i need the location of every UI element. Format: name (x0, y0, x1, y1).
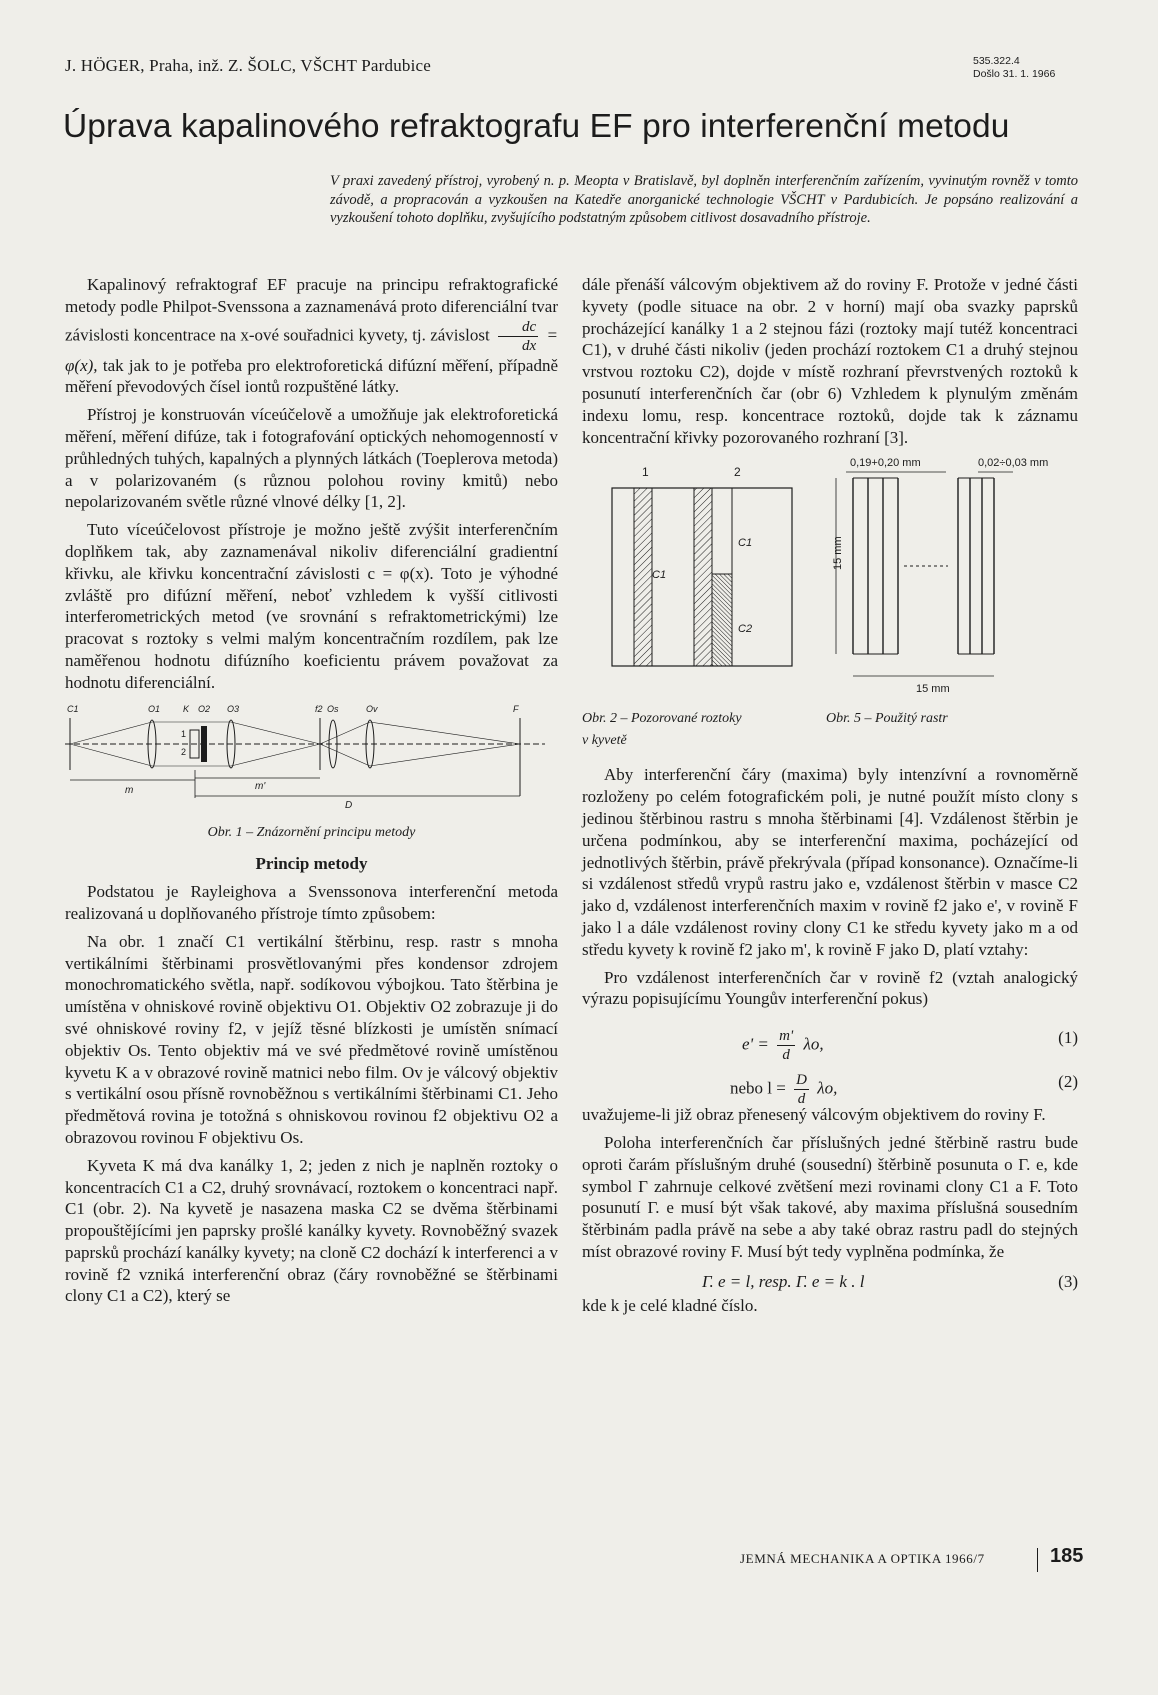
eq1-lhs: e' = (742, 1034, 769, 1054)
fig1-label-o1: O1 (148, 703, 161, 714)
fig1-dim-d: D (345, 799, 353, 811)
fraction-numerator: dc (498, 318, 538, 337)
fig2-label-c2: C2 (738, 623, 753, 636)
figure-2-caption (582, 708, 812, 752)
paragraph-5: Na obr. 1 značí C1 vertikální štěrbinu, resp. rastr s mnoha vertikálními štěrbinami prosvětlovanými přes kondensor zdrojem monochromatického světla, např. sodíkovou výbojkou. Tato štěrbina je umístěna v ohniskové rovině objektivu O1. Objektiv O2 zobrazuje ji do své ohniskové roviny f2, v jejíž těsné blízkosti je umístěn snímací objektiv Os. Tento objektiv má ve své předmětové rovině umístěnou kyvetu K a v obrazové rovině matnici nebo film. Ov je válcový objektiv s vertikální osou přísně rovnoběžnou s vertikálními štěrbinami C1. Jeho předmětová rovina je totožná s ohniskovou rovinou f2 objektivu O2 a obrazovou rovinou F objektivu Os. (65, 931, 558, 1147)
equation-1-number: (1) (1058, 1028, 1078, 1048)
fig1-label-f: F (513, 703, 519, 714)
fig1-channel-2: 2 (181, 746, 187, 757)
fig2-channel-1: 1 (642, 465, 649, 480)
paragraph-r4: uvažujeme-li již obraz přenesený válcovým objektivem do roviny F. (582, 1105, 1046, 1125)
equation-1 (582, 1016, 1078, 1064)
fig5-dim-top-b: 0,02÷0,03 mm (978, 457, 1049, 470)
equation-1-body (742, 1027, 824, 1064)
figures-2-5 (582, 454, 1078, 754)
fig5-dim-bottom: 15 mm (916, 683, 950, 696)
fig2-label-c1-left: C1 (652, 569, 667, 582)
figure-5 (808, 454, 1078, 704)
fig1-label-c1: C1 (67, 703, 79, 714)
fig1-label-o2: O2 (198, 703, 211, 714)
paragraph-4: Podstatou je Rayleighova a Svenssonova interferenční metoda realizovaná u doplňovaného přístroje tímto způsobem: (65, 882, 558, 923)
paragraph-r5: Poloha interferenčních čar příslušných jedné štěrbině rastru bude oproti čarám příslušným druhé (sousední) štěrbině posunuta o Γ. e, kde symbol Γ zahrnuje celkové zvětšení mezi rovinami clony C1 a F. Toto posunutí Γ. e musí být však takové, aby maxima příslušná sousedním štěrbinám padla právě na sebe a aby také obraz rastru padl do stejných míst obrazové roviny F. Musí být tedy vyplněna podmínka, že (582, 1132, 1078, 1261)
eq2-fraction (794, 1071, 809, 1108)
journal-footer: JEMNÁ MECHANIKA A OPTIKA 1966/7 (740, 1551, 985, 1566)
figure-2 (582, 454, 812, 704)
paragraph-r1: dále přenáší válcovým objektivem až do roviny F. Protože v jedné části kyvety (podle situace na obr. 2 v horní) mají oba svazky paprsků procházející kanálky 1 a 2 stejnou fázi (roztoky mají tutéž koncentraci C1), v druhé části nikoliv (jeden prochází roztokem C1 a druhý stejnou vrstvou roztoku C2), dojde v místě rozhraní převrstvených roztoků k posunutí interferenčních čar (obr 6) Vzhledem k plynulým změnám indexu lomu, resp. koncentrace roztoků, dojde tak k záznamu koncentrační křivky pozorovaného rozhraní [3]. (582, 275, 1078, 447)
fig1-label-k: K (183, 703, 190, 714)
paragraph-6: Kyveta K má dva kanálky 1, 2; jeden z nich je naplněn roztoky o koncentracích C1 a C2, druhý srovnávací, roztokem o koncentraci např. C1 (obr. 2). Na kyvetě je nasazena maska C2 se dvěma štěrbinami propouštějícími jen paprsky prošlé kanálky kyvety. Rovnoběžný svazek paprsků prochází kanálky kyvety; na cloně C2 dochází k interferenci a v rovině f2 vzniká interferenční obraz (čáry rovnoběžné se štěrbinami clony C1 a C2), který se (65, 1155, 558, 1306)
page-number: 185 (1050, 1545, 1084, 1567)
fig5-dim-side: 15 mm (832, 536, 844, 571)
paragraph-r2: Aby interferenční čáry (maxima) byly intenzívní a rovnoměrně rozloženy po celém fotografickém poli, je nutné použít místo clony s jedinou štěrbinou rastru s mnoha štěrbinami [4]. Vzdálenost štěrbin je určena podmínkou, aby se interferenční maxima, pocházející od jednotlivých štěrbin, právě překrývala (případ konsonance). Označíme-li si vzdálenost středů vrypů rastru jako e, vzdálenost štěrbin v masce C2 jako d, vzdálenost interferenčních maxim v rovině f2 jako e', v rovině F jako l a dále vzdálenost roviny clony C1 ke středu kyvety jako m a od středu kyvety k rovině f2 jako m', k rovině F jako D, platí vztahy: (582, 765, 1078, 959)
equation-2-body (730, 1071, 837, 1108)
fig5-dim-top-a: 0,19+0,20 mm (850, 457, 921, 470)
udc-block (973, 55, 1055, 81)
equation-3-body: Γ. e = l, resp. Γ. e = k . l (702, 1271, 865, 1291)
fig2-label-c1-right: C1 (738, 537, 753, 550)
udc-code: 535.322.4 (973, 55, 1020, 67)
fig1-label-ov: Ov (366, 703, 378, 714)
abstract: V praxi zavedený přístroj, vyrobený n. p. Meopta v Bratislavě, byl doplněn interferenčním zařízením, vyvinutým rovněž v tomto závodě, a propracován a vyzkoušen na Katedře anorganické technologie VŠCHT v Pardubicích. Je popsáno realizování a vyzkoušení tohoto doplňku, zvyšujícího podstatným způsobem citlivost dosavadního přístroje. (330, 173, 1078, 226)
eq1-rhs: λo, (803, 1034, 824, 1054)
paragraph-2: Přístroj je konstruován víceúčelově a umožňuje jak elektroforetická měření, měření difúze, tak i fotografování optických nehomogenností v průhledných tuhých, kapalných a plynných látkách (Toeplerova metoda) a v polarizovaném (s různou polohou roviny kmitů) nebo nepolarizovaném světle různé vlnové délky [1, 2]. (65, 405, 558, 512)
section-heading: Princip metody (255, 854, 368, 874)
footer-separator (1037, 1548, 1038, 1572)
authors: J. HÖGER, Praha, inž. Z. ŠOLC, VŠCHT Pardubice (65, 56, 432, 75)
figure-1 (65, 700, 558, 816)
paragraph-r6: kde k je celé kladné číslo. (582, 1295, 758, 1315)
eq2-lhs: nebo l = (730, 1078, 786, 1098)
intro-text-b: tak jak to je potřeba pro elektroforetická difúzní měření, případně měření převodových čísel iontů rozpuštěné látky. (65, 355, 558, 397)
eq2-numerator: D (796, 1072, 807, 1089)
fig1-channel-1: 1 (181, 728, 187, 739)
eq2-rhs: λo, (817, 1078, 838, 1098)
paragraph-3: Tuto víceúčelovost přístroje je možno ještě zvýšit interferenčním doplňkem tak, aby zaznamenával nikoliv diferenciální gradientní křivku, ale křivku koncentrační závislosti c = φ(x). Toto je výhodné zvláště pro difúzní měření, neboť vzhledem k vyšší citlivosti interferometrických metod (ve srovnání s refraktometrickými) lze pracovat s roztoky s velmi malým koncentračním rozdílem, pak lze naměřenou hodnotu difúzního koeficientu právem považovat za hodnotu diferenciální. (65, 520, 558, 692)
eq1-numerator: m' (779, 1028, 794, 1045)
derivative-fraction (498, 318, 538, 355)
article-title: Úprava kapalinového refraktografu EF pro interferenční metodu (63, 108, 1010, 145)
intro-text-a: Kapalinový refraktograf EF pracuje na principu refraktografické metody podle Philpot-Svenssona a zaznamenává proto diferenciální tvar závislosti koncentrace na x-ové souřadnici kyvety, tj. závislost (65, 275, 558, 344)
fig1-label-f2: f2 (315, 703, 323, 714)
eq2-denominator: d (797, 1091, 806, 1108)
figure-1-caption: Obr. 1 – Znázornění principu metody (207, 824, 416, 840)
paragraph-r3: Pro vzdálenost interferenčních čar v rovině f2 (vztah analogický výrazu popisujícímu Youngův interferenční pokus) (582, 967, 1078, 1009)
equation-2-number: (2) (1058, 1072, 1078, 1092)
paragraph-intro (65, 274, 558, 398)
figure-2-caption-line1: Obr. 2 – Pozorované roztoky (582, 711, 742, 727)
intro-equation: = φ(x), (65, 325, 559, 375)
received-date: Došlo 31. 1. 1966 (973, 68, 1056, 80)
fraction-denominator: dx (522, 337, 537, 354)
equation-3 (582, 1269, 1078, 1295)
fig1-label-o3: O3 (227, 703, 240, 714)
equation-3-number: (3) (1058, 1271, 1078, 1291)
eq1-denominator: d (782, 1047, 790, 1064)
equation-2 (582, 1060, 1078, 1108)
fig1-label-os: Os (327, 703, 339, 714)
fig1-dim-m-prime: m' (255, 780, 266, 792)
left-column (65, 274, 558, 1313)
right-column (582, 274, 1078, 1323)
eq1-fraction (777, 1027, 795, 1064)
fig1-dim-m: m (125, 784, 134, 796)
figure-5-caption: Obr. 5 – Použitý rastr (826, 711, 948, 727)
fig2-channel-2: 2 (734, 465, 741, 480)
figure-2-caption-line2: v kyvetě (582, 733, 627, 749)
